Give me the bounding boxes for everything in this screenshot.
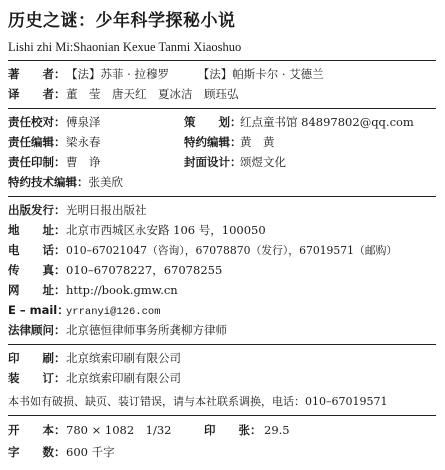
divider <box>8 108 436 109</box>
editor-row <box>8 154 436 171</box>
words-row <box>8 444 115 461</box>
print-manager-label: 责任印制： <box>8 155 66 169</box>
authors-value: 【法】苏菲 · 拉穆罗 【法】帕斯卡尔 · 艾德兰 <box>66 67 324 81</box>
book-title: 历史之谜：少年科学探秘小说 <box>8 11 236 31</box>
phone-row <box>8 242 397 259</box>
fax-value: 010–67078227，67078255 <box>66 263 223 277</box>
format-label: 开 本： <box>8 423 66 437</box>
book-title-pinyin: Lishi zhi Mi:Shaonian Kexue Tanmi Xiaoshuo <box>8 40 242 54</box>
publisher-value: 光明日报出版社 <box>66 203 147 217</box>
translators-row <box>8 86 239 103</box>
cover-design-label: 封面设计： <box>184 155 242 169</box>
lawyer-row <box>8 322 227 339</box>
special-editor-value: 张美欣 <box>88 175 123 189</box>
editor-value: 梁永春 <box>66 135 101 149</box>
special-editor-label: 特约技术编辑： <box>8 175 89 189</box>
editor-label: 责任编辑： <box>8 135 66 149</box>
binding-label: 装 订： <box>8 371 66 385</box>
divider <box>8 344 436 345</box>
sheets-value: 29.5 <box>264 423 290 437</box>
fax-label: 传 真： <box>8 263 66 277</box>
email-row <box>8 302 161 319</box>
email-label: E – mail： <box>8 303 69 317</box>
email-value: yrranyi@126.com <box>66 306 161 318</box>
proofreader-value: 傅泉泽 <box>66 115 101 129</box>
translators-value: 董 莹 唐天红 夏冰洁 顾珏弘 <box>66 87 239 101</box>
format-row <box>8 422 436 439</box>
printer-value: 北京缤索印刷有限公司 <box>66 351 181 365</box>
planner-label: 策 划： <box>184 115 242 129</box>
authors-label: 著 者： <box>8 67 66 81</box>
words-label: 字 数： <box>8 445 66 459</box>
divider <box>8 196 436 197</box>
phone-value: 010–67021047（咨询），67078870（发行），67019571（邮购） <box>66 244 398 257</box>
print-manager-value: 曹 诤 <box>66 155 101 169</box>
copyright-page <box>8 0 438 470</box>
translators-label: 译 者： <box>8 87 66 101</box>
website-value: http://book.gmw.cn <box>66 283 178 297</box>
publisher-row <box>8 202 147 219</box>
publisher-label: 出版发行： <box>8 203 66 217</box>
sheets-label: 印 张： <box>204 423 262 437</box>
divider <box>8 415 436 416</box>
lawyer-value: 北京德恒律师事务所龚柳方律师 <box>66 323 227 337</box>
binding-row <box>8 370 181 387</box>
editor-row <box>8 114 436 131</box>
printer-row <box>8 350 181 367</box>
website-label: 网 址： <box>8 283 66 297</box>
planner-value: 红点童书馆 84897802@qq.com <box>240 115 414 129</box>
authors-row <box>8 66 324 83</box>
defect-notice: 本书如有破损、缺页、装订错误，请与本社联系调换，电话：010–67019571 <box>8 395 388 408</box>
address-value: 北京市西城区永安路 106 号，100050 <box>66 223 266 237</box>
website-row <box>8 282 178 299</box>
editor-row <box>8 134 436 151</box>
format-value: 780 × 1082 1/32 <box>66 423 172 437</box>
address-row <box>8 222 266 239</box>
printer-label: 印 刷： <box>8 351 66 365</box>
contributing-editor-value: 黄 黄 <box>240 135 275 149</box>
phone-label: 电 话： <box>8 243 66 257</box>
divider <box>8 60 436 61</box>
special-editor-row <box>8 174 123 191</box>
words-value: 600 千字 <box>66 445 115 459</box>
cover-design-value: 颂煜文化 <box>240 155 286 169</box>
fax-row <box>8 262 222 279</box>
binding-value: 北京缤索印刷有限公司 <box>66 371 181 385</box>
proofreader-label: 责任校对： <box>8 115 66 129</box>
lawyer-label: 法律顾问： <box>8 323 66 337</box>
address-label: 地 址： <box>8 223 66 237</box>
contributing-editor-label: 特约编辑： <box>184 135 242 149</box>
